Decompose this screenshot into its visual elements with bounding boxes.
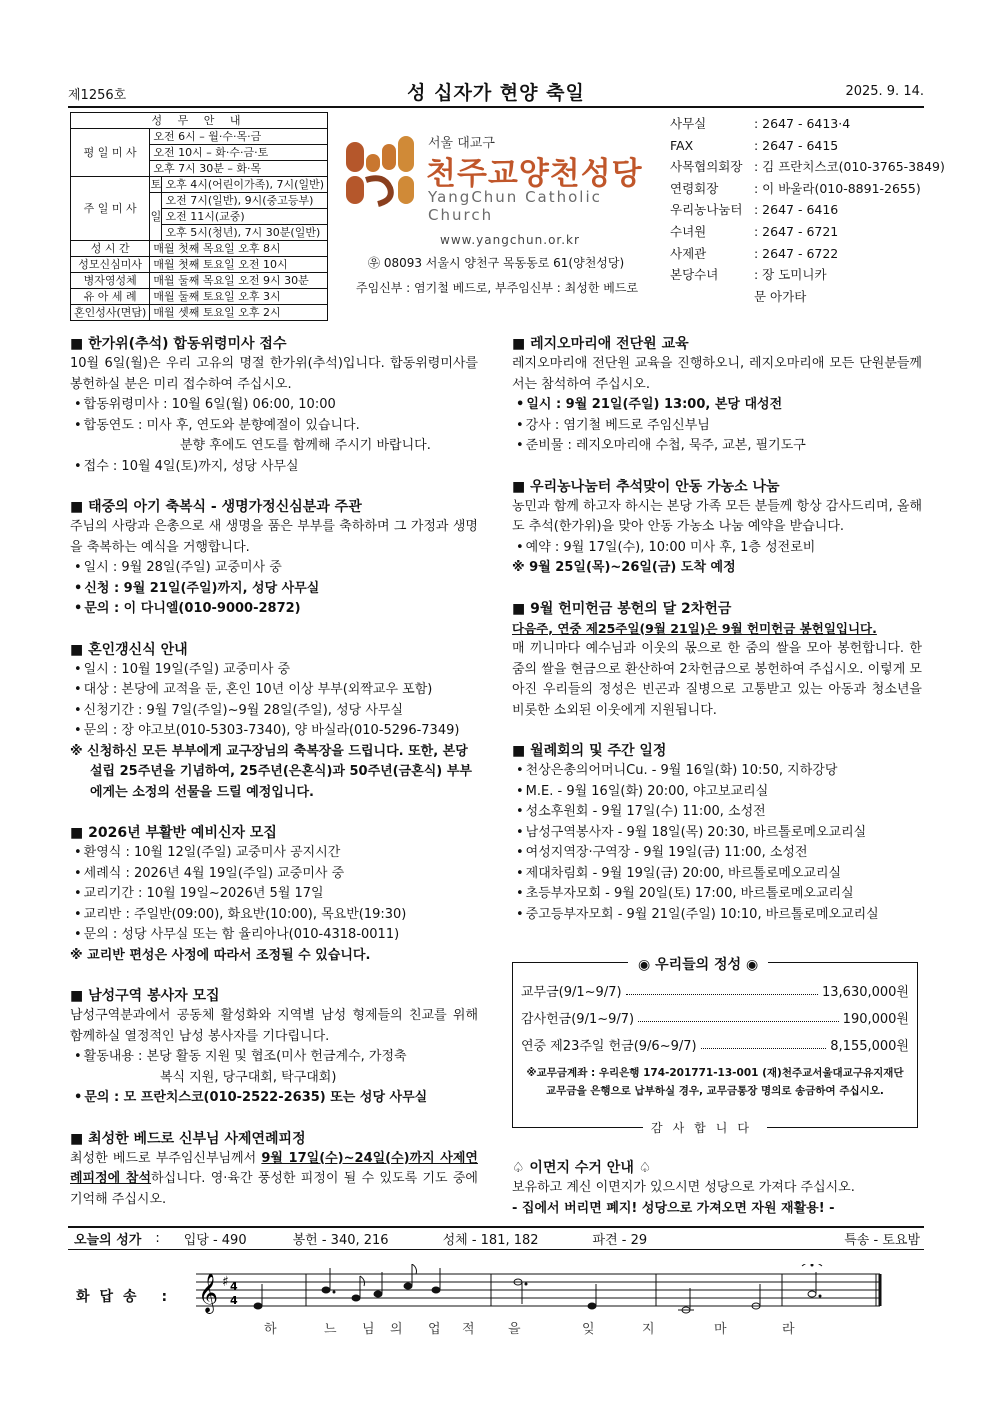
text-part: 최성한 베드로 부주임신부님께서 xyxy=(70,1150,262,1166)
church-emblem-icon xyxy=(344,134,418,208)
section-heading: ■ 남성구역 봉사자 모집 xyxy=(70,986,478,1006)
lyric-syllable: 잊 xyxy=(582,1322,595,1337)
psalm-music xyxy=(68,1258,924,1348)
list-item: • 신청기간 : 9월 7일(주일)~9월 28일(주일), 성당 사무실 xyxy=(70,701,478,722)
other-label: 유 아 세 례 xyxy=(71,289,150,305)
section-baby-blessing xyxy=(70,497,478,620)
song-entrance: 입당 - 490 xyxy=(183,1233,247,1248)
sun-tag: 일 xyxy=(150,193,162,241)
lyric-syllable: 라 xyxy=(782,1322,795,1337)
contact-key: 수녀원 xyxy=(670,223,707,239)
list-item: • 합동위령미사 : 10월 6일(월) 06:00, 10:00 xyxy=(70,395,478,416)
lyric-syllable: 적 xyxy=(462,1322,475,1337)
lyric-syllable: 마 xyxy=(714,1322,727,1337)
right-column xyxy=(512,334,922,925)
offering-row xyxy=(521,977,909,1004)
svg-text:♯: ♯ xyxy=(222,1274,229,1290)
church-name-english: YangChun Catholic Church xyxy=(428,188,602,224)
offering-amount: 13,630,000원 xyxy=(822,985,909,1000)
other-value: 매월 셋째 토요일 오후 2시 xyxy=(150,305,328,321)
section-heading: ■ 한가위(추석) 합동위령미사 접수 xyxy=(70,334,478,354)
section-note: ※ 신청하신 모든 부부에게 교구장님의 축복장을 드립니다. 또한, 본당설립 25주년을 기념하여, 25주년(은혼식)과 50주년(금혼식) 부부에게는 소정의 선물을 드릴 예정입니다. xyxy=(70,743,472,800)
sunday-label: 주 일 미 사 xyxy=(71,177,150,241)
list-item: • 합동연도 : 미사 후, 연도와 분향예절이 있습니다. xyxy=(70,416,478,437)
contact-row xyxy=(670,264,930,286)
church-address: ㉾ 08093 서울시 양천구 목동동로 61(양천성당) xyxy=(368,256,625,270)
contact-row xyxy=(670,199,930,221)
contact-key: FAX xyxy=(670,137,694,153)
lyric-syllable: 의 xyxy=(390,1322,403,1337)
list-item: • 문의 : 장 야고보(010-5303-7340), 양 바실라(010-5296-7349) xyxy=(70,721,478,742)
contact-key: 사목협의회장 xyxy=(670,159,743,175)
contact-row xyxy=(670,113,930,135)
list-item: • 세례식 : 2026년 4월 19일(주일) 교중미사 중 xyxy=(70,864,478,885)
contact-value: : 2647 - 6415 xyxy=(754,137,839,153)
section-farm-sharing xyxy=(512,477,922,579)
section-text: 보유하고 계신 이면지가 있으시면 성당으로 가져다 주십시오. xyxy=(512,1180,855,1195)
contact-key: 우리농나눔터 xyxy=(670,202,743,218)
songs-bar: 오늘의 성가 : 입당 - 490 봉헌 - 340, 216 성체 - 181, 182 파견 - 29 특송 - 토요밤 xyxy=(68,1226,924,1250)
sunday-row: 오전 7시(일반), 9시(중고등부) xyxy=(162,193,328,209)
contact-value: : 2647 - 6722 xyxy=(754,245,839,261)
section-recycling xyxy=(512,1158,922,1219)
church-name: 천주교양천성당 xyxy=(426,156,643,192)
left-column xyxy=(70,334,478,1210)
song-recessional: 파견 - 29 xyxy=(592,1233,648,1248)
section-heading xyxy=(512,1158,922,1178)
schedule-item: • M.E. - 9월 16일(화) 20:00, 야고보교리실 xyxy=(512,782,922,803)
contact-row xyxy=(670,178,930,200)
list-item: • 문의 : 모 프란치스코(010-2522-2635) 또는 성당 사무실 xyxy=(70,1088,478,1109)
other-value: 매월 둘째 토요일 오후 3시 xyxy=(150,289,328,305)
text-part: 하십니다. 영·육간 풍성한 피정이 될 수 있도록 기도 중에 기억해 주십시오. xyxy=(70,1171,478,1207)
section-text: 남성구역분과에서 공동체 활성화와 지역별 남성 형제들의 친교를 위해 함께하실 열정적인 남성 봉사자를 기다립니다. xyxy=(70,1008,478,1044)
list-item: • 일시 : 9월 28일(주일) 교중미사 중 xyxy=(70,558,478,579)
list-item: • 활동내용 : 본당 활동 지원 및 협조(미사 헌금계수, 가정축 xyxy=(70,1047,478,1068)
schedule-item: • 남성구역봉사자 - 9월 18일(목) 20:30, 바르톨로메오교리실 xyxy=(512,823,922,844)
church-url[interactable]: www.yangchun.or.kr xyxy=(440,233,580,247)
contact-key: 본당수녀 xyxy=(670,267,719,283)
lyric-syllable: 하 xyxy=(264,1322,277,1337)
other-label: 성모신심미사 xyxy=(71,257,150,273)
contact-value: : 장 도미니카 xyxy=(754,267,827,283)
svg-text:4: 4 xyxy=(230,1280,238,1293)
other-label: 혼인성사(면담) xyxy=(71,305,150,321)
text-emphasis: 9월 17일(수)~24일(수)까지 사제연례피정에 참석 xyxy=(70,1150,478,1186)
section-schedule xyxy=(512,741,922,925)
section-text: 주님의 사랑과 은총으로 새 생명을 품은 부부를 축하하며 그 가정과 생명을 축복하는 예식을 거행합니다. xyxy=(70,519,478,555)
section-men-volunteers xyxy=(70,986,478,1109)
list-item: • 교리기간 : 10월 19일~2026년 5월 17일 xyxy=(70,884,478,905)
list-item: • 대상 : 본당에 교적을 둔, 혼인 10년 이상 부부(외짝교우 포함) xyxy=(70,680,478,701)
list-item: • 신청 : 9월 21일(주일)까지, 성당 사무실 xyxy=(70,579,478,600)
contact-value: : 김 프란치스코(010-3765-3849) xyxy=(754,159,945,175)
other-value: 매월 첫째 토요일 오전 10시 xyxy=(150,257,328,273)
mass-schedule-table xyxy=(70,112,328,321)
lyric-syllable: 업 xyxy=(428,1322,441,1337)
schedule-item: • 초등부자모회 - 9월 20일(토) 17:00, 바르톨로메오교리실 xyxy=(512,884,922,905)
section-text: 농민과 함께 하고자 하시는 본당 가족 모든 분들께 항상 감사드리며, 올해도 추석(한가위)을 맞아 안동 가농소 나눔 예약을 받습니다. xyxy=(512,498,922,534)
schedule-item: • 여성지역장·구역장 - 9월 19일(금) 11:00, 소성전 xyxy=(512,843,922,864)
section-rice-offering xyxy=(512,599,922,722)
bulletin-date: 2025. 9. 14. xyxy=(845,84,924,99)
section-heading: ■ 레지오마리애 전단원 교육 xyxy=(512,334,922,354)
section-heading: ■ 월례회의 및 주간 일정 xyxy=(512,741,922,761)
list-item-cont: 복식 지원, 당구대회, 탁구대회) xyxy=(160,1069,337,1085)
psalm-label: 화답송 : xyxy=(76,1289,178,1305)
offering-account-note: 교무금을 은행으로 납부하실 경우, 교무금통장 명의로 송금하여 주십시오. xyxy=(546,1085,884,1097)
section-chuseok-mass xyxy=(70,334,478,477)
section-heading: ■ 9월 헌미헌금 봉헌의 달 2차헌금 xyxy=(512,599,922,619)
weekday-row: 오전 6시 – 월·수·목·금 xyxy=(150,129,328,145)
bulletin-title: 성 십자가 현양 축일 xyxy=(407,82,585,104)
section-catechumen xyxy=(70,823,478,966)
section-text: 레지오마리애 전단원 교육을 진행하오니, 레지오마리애 모든 단원분들께서는 참석하여 주십시오. xyxy=(512,356,922,392)
section-heading: ■ 태중의 아기 축복식 - 생명가정신심분과 주관 xyxy=(70,497,478,517)
other-label: 성 시 간 xyxy=(71,241,150,257)
contact-value: 문 아가타 xyxy=(754,288,807,304)
contact-row xyxy=(670,243,930,265)
list-item: • 준비물 : 레지오마리애 수첩, 묵주, 교본, 필기도구 xyxy=(512,436,922,457)
contact-row xyxy=(670,135,930,157)
schedule-item: • 중고등부자모회 - 9월 21일(주일) 10:10, 바르톨로메오교리실 xyxy=(512,905,922,926)
section-heading: ■ 우리농나눔터 추석맞이 안동 가농소 나눔 xyxy=(512,477,922,497)
contact-row xyxy=(670,221,930,243)
other-label: 병자영성체 xyxy=(71,273,150,289)
section-note: - 집에서 버리면 폐지! 성당으로 가져오면 자원 재활용! - xyxy=(512,1200,835,1216)
section-priest-retreat xyxy=(70,1129,478,1211)
schedule-item: • 성소후원회 - 9월 17일(수) 11:00, 소성전 xyxy=(512,802,922,823)
section-legio xyxy=(512,334,922,457)
section-emphasis: 다음주, 연중 제25주일(9월 21일)은 9월 헌미헌금 봉헌일입니다. xyxy=(512,620,877,636)
schedule-item: • 천상은총의어머니Cu. - 9월 16일(화) 10:50, 지하강당 xyxy=(512,761,922,782)
other-value: 매월 첫째 목요일 오후 8시 xyxy=(150,241,328,257)
song-communion: 성체 - 181, 182 xyxy=(442,1233,539,1248)
header-bar xyxy=(68,78,924,108)
svg-text:𝄞: 𝄞 xyxy=(198,1273,219,1313)
list-item: • 강사 : 염기철 베드로 주임신부님 xyxy=(512,416,922,437)
sunday-row: 오후 5시(청년), 7시 30분(일반) xyxy=(162,225,328,241)
music-staff xyxy=(196,1264,924,1318)
section-text: 10월 6일(월)은 우리 고유의 명절 한가위(추석)입니다. 합동위령미사를 봉헌하실 분은 미리 접수하여 주십시오. xyxy=(70,356,478,392)
list-item: • 환영식 : 10월 12일(주일) 교중미사 공지시간 xyxy=(70,843,478,864)
list-item: • 일시 : 9월 21일(주일) 13:00, 본당 대성전 xyxy=(512,395,922,416)
section-heading: ■ 2026년 부활반 예비신자 모집 xyxy=(70,823,478,843)
contact-key: 사제관 xyxy=(670,245,707,261)
recycling-heading: ♤ 이면지 수거 안내 ♤ xyxy=(512,1160,652,1176)
list-item: • 일시 : 10월 19일(주일) 교중미사 중 xyxy=(70,660,478,681)
issue-number: 제1256호 xyxy=(68,88,127,103)
other-value: 매월 둘째 목요일 오전 9시 30분 xyxy=(150,273,328,289)
section-vow-renewal xyxy=(70,640,478,804)
offering-label: 연중 제23주일 헌금(9/6~9/7) xyxy=(521,1039,697,1054)
offering-amount: 8,155,000원 xyxy=(830,1039,909,1054)
offering-amount: 190,000원 xyxy=(842,1012,909,1027)
lyric-syllable: 느 xyxy=(324,1322,337,1337)
contact-row xyxy=(670,286,930,308)
offering-box xyxy=(512,957,918,1135)
sat-tag: 토 xyxy=(150,178,162,191)
contact-value: : 이 바울라(010-8891-2655) xyxy=(754,180,921,196)
church-logo xyxy=(344,132,654,224)
section-text xyxy=(70,1149,478,1211)
sunday-row: 오후 4시(어린이가족), 7시(일반) xyxy=(162,177,328,193)
section-text: 매 끼니마다 예수님과 이웃의 몫으로 한 줌의 쌀을 모아 봉헌합니다. 한 줌의 쌀을 현금으로 환산하여 2차헌금으로 봉헌하여 주십시오. 이렇게 모아진 우리들의 정성은 빈곤과 질병으로 고통받고 있는 아동과 청소년을 비롯한 소외된 이웃에게 지원됩니다. xyxy=(512,641,922,718)
sunday-row: 오전 11시(교중) xyxy=(162,209,328,225)
section-note: ※ 9월 25일(목)~26일(금) 도착 예정 xyxy=(512,560,736,575)
priests-line: 주임신부 : 염기철 베드로, 부주임신부 : 최성한 베드로 xyxy=(356,281,639,295)
section-heading: ■ 최성한 베드로 신부님 사제연례피정 xyxy=(70,1129,478,1149)
contact-value: : 2647 - 6413·4 xyxy=(754,116,851,131)
offering-label: 감사헌금(9/1~9/7) xyxy=(521,1012,635,1027)
song-special: 특송 - 토요밤 xyxy=(844,1233,920,1248)
schedule-item: • 제대차림회 - 9월 19일(금) 20:00, 바르톨로메오교리실 xyxy=(512,864,922,885)
list-item: • 문의 : 이 다니엘(010-9000-2872) xyxy=(70,599,478,620)
offering-row xyxy=(521,1004,909,1031)
list-item: • 문의 : 성당 사무실 또는 함 율리아나(010-4318-0011) xyxy=(70,925,478,946)
contact-key: 사무실 xyxy=(670,116,707,131)
diocese-label: 서울 대교구 xyxy=(428,136,495,151)
contact-key: 연령회장 xyxy=(670,180,719,196)
contact-value: : 2647 - 6721 xyxy=(754,223,839,239)
weekday-label: 평 일 미 사 xyxy=(71,129,150,177)
lyric-syllable: 님 xyxy=(362,1322,375,1337)
offering-title: ◉ 우리들의 정성 ◉ xyxy=(628,954,768,974)
offering-account-note: ※교무금계좌 : 우리은행 174-201771-13-001 (재)천주교서울대교구유지재단 xyxy=(526,1067,904,1079)
song-offertory: 봉헌 - 340, 216 xyxy=(292,1233,389,1248)
offering-row xyxy=(521,1031,909,1058)
list-item: • 예약 : 9월 17일(수), 10:00 미사 후, 1층 성전로비 xyxy=(512,538,922,559)
list-item: • 교리반 : 주일반(09:00), 화요반(10:00), 목요반(19:30) xyxy=(70,905,478,926)
list-item: • 접수 : 10월 4일(토)까지, 성당 사무실 xyxy=(70,457,478,478)
contact-value: : 2647 - 6416 xyxy=(754,202,839,218)
weekday-row: 오전 10시 – 화·수·금·토 xyxy=(150,145,328,161)
list-item-cont: 분향 후에도 연도를 함께해 주시기 바랍니다. xyxy=(180,438,431,453)
offering-thanks: 감사합니다 xyxy=(643,1119,767,1136)
mass-table-title: 성 무 안 내 xyxy=(71,113,328,129)
lyric-syllable: 지 xyxy=(642,1322,655,1337)
svg-text:4: 4 xyxy=(230,1294,238,1307)
section-note: ※ 교리반 편성은 사정에 따라서 조정될 수 있습니다. xyxy=(70,947,371,963)
contact-row xyxy=(670,156,945,178)
section-heading: ■ 혼인갱신식 안내 xyxy=(70,640,478,660)
contacts-block xyxy=(670,113,945,307)
offering-label: 교무금(9/1~9/7) xyxy=(521,985,622,1000)
lyric-syllable: 을 xyxy=(508,1322,521,1337)
weekday-row: 오후 7시 30분 – 화·목 xyxy=(150,161,328,177)
songs-label: 오늘의 성가 xyxy=(74,1233,142,1248)
